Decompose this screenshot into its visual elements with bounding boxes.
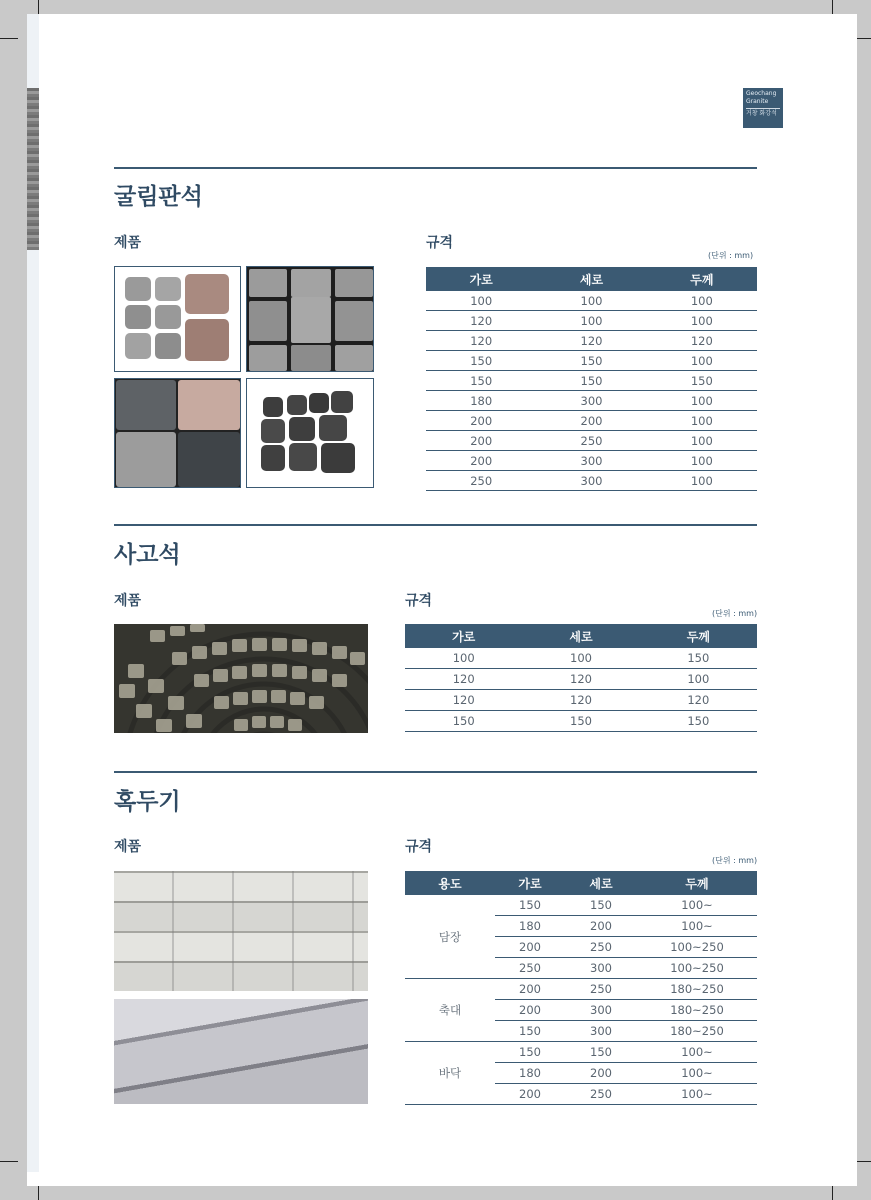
table-row — [426, 471, 757, 491]
table-row — [405, 895, 757, 916]
table-row — [426, 371, 757, 391]
table-cell: 200 — [495, 937, 565, 958]
logo-line1: Geochang — [746, 90, 777, 97]
column-header: 두께 — [647, 267, 757, 291]
table-cell: 150 — [495, 895, 565, 916]
table-cell: 180~250 — [637, 1000, 757, 1021]
section-rule — [114, 167, 757, 169]
logo-line2: Granite — [746, 98, 769, 105]
table-cell: 300 — [565, 1021, 637, 1042]
table-header-row — [405, 624, 757, 648]
section-title: 사고석 — [114, 542, 181, 568]
table-cell: 150 — [647, 371, 757, 391]
table-cell: 300 — [536, 451, 646, 471]
table-cell: 100 — [647, 391, 757, 411]
table-cell: 100 — [647, 291, 757, 311]
table-cell: 150 — [405, 711, 522, 732]
table-cell: 180~250 — [637, 979, 757, 1000]
table-cell: 120 — [647, 331, 757, 351]
spec-label: 규격 — [405, 593, 433, 609]
table-cell: 250 — [426, 471, 536, 491]
product-image-cobbles-mixed — [114, 266, 241, 372]
table-cell: 100 — [647, 451, 757, 471]
table-row — [426, 411, 757, 431]
table-cell: 150 — [426, 371, 536, 391]
table-cell: 100~ — [637, 895, 757, 916]
table-cell: 100~ — [637, 1063, 757, 1084]
product-image-grey-tiles — [246, 266, 374, 372]
spec-table-1 — [426, 267, 757, 491]
spec-label: 규격 — [426, 235, 454, 251]
table-cell: 120 — [536, 331, 646, 351]
table-cell: 180~250 — [637, 1021, 757, 1042]
table-cell: 180 — [426, 391, 536, 411]
table-cell: 300 — [536, 391, 646, 411]
table-cell: 150 — [565, 895, 637, 916]
section-rule — [114, 771, 757, 773]
spec-table-3 — [405, 871, 757, 1105]
table-row — [426, 451, 757, 471]
table-cell: 200 — [495, 1084, 565, 1105]
table-cell: 100 — [640, 669, 757, 690]
table-cell: 150 — [426, 351, 536, 371]
table-cell: 150 — [495, 1021, 565, 1042]
fan-pattern-graphic — [114, 624, 368, 733]
table-row — [405, 711, 757, 732]
table-cell: 100 — [536, 291, 646, 311]
table-cell: 250 — [565, 1084, 637, 1105]
table-cell: 120 — [522, 690, 639, 711]
product-image-dark-cobbles — [246, 378, 374, 488]
table-cell: 150 — [565, 1042, 637, 1063]
table-cell: 120 — [405, 669, 522, 690]
table-cell: 150 — [495, 1042, 565, 1063]
brand-logo — [743, 88, 783, 128]
table-cell: 100 — [647, 431, 757, 451]
crop-mark — [0, 38, 18, 39]
table-cell: 100~ — [637, 916, 757, 937]
table-cell: 100 — [405, 648, 522, 669]
table-cell: 150 — [536, 351, 646, 371]
column-header: 가로 — [426, 267, 536, 291]
table-row — [426, 431, 757, 451]
table-cell: 250 — [565, 937, 637, 958]
unit-label: (단위 : mm) — [712, 609, 758, 618]
logo-korean: 거창 화강석 — [746, 108, 780, 118]
table-cell: 300 — [536, 471, 646, 491]
table-cell: 120 — [426, 311, 536, 331]
column-header: 가로 — [495, 871, 565, 895]
product-image-rough-slab — [114, 999, 368, 1104]
spec-table-2 — [405, 624, 757, 732]
column-header: 가로 — [405, 624, 522, 648]
unit-label: (단위 : mm) — [712, 856, 758, 865]
section-title: 굴림판석 — [114, 184, 203, 210]
spec-label: 규격 — [405, 839, 433, 855]
table-cell: 120 — [522, 669, 639, 690]
table-cell: 100 — [647, 471, 757, 491]
table-cell: 100 — [426, 291, 536, 311]
use-cell: 축대 — [405, 979, 495, 1042]
use-cell: 담장 — [405, 895, 495, 979]
table-row — [426, 311, 757, 331]
column-header: 세로 — [522, 624, 639, 648]
table-cell: 300 — [565, 958, 637, 979]
table-cell: 120 — [640, 690, 757, 711]
table-cell: 250 — [495, 958, 565, 979]
column-header: 세로 — [565, 871, 637, 895]
table-cell: 100 — [647, 311, 757, 331]
section-rule — [114, 524, 757, 526]
table-header-row — [426, 267, 757, 291]
table-cell: 200 — [495, 1000, 565, 1021]
table-cell: 200 — [426, 451, 536, 471]
column-header: 세로 — [536, 267, 646, 291]
table-cell: 100~250 — [637, 958, 757, 979]
table-row — [405, 1042, 757, 1063]
table-cell: 100~250 — [637, 937, 757, 958]
table-row — [405, 669, 757, 690]
table-cell: 100 — [522, 648, 639, 669]
table-cell: 180 — [495, 916, 565, 937]
unit-label: (단위 : mm) — [708, 251, 754, 260]
column-header: 두께 — [640, 624, 757, 648]
product-label: 제품 — [114, 593, 142, 609]
column-header: 용도 — [405, 871, 495, 895]
table-cell: 200 — [426, 411, 536, 431]
table-cell: 180 — [495, 1063, 565, 1084]
table-cell: 250 — [536, 431, 646, 451]
table-cell: 120 — [405, 690, 522, 711]
table-cell: 150 — [640, 711, 757, 732]
table-cell: 100 — [536, 311, 646, 331]
use-cell: 바닥 — [405, 1042, 495, 1105]
table-cell: 100~ — [637, 1042, 757, 1063]
table-row — [426, 331, 757, 351]
granite-strip — [27, 88, 39, 250]
crop-mark — [0, 1161, 18, 1162]
product-label: 제품 — [114, 839, 142, 855]
table-cell: 100 — [647, 411, 757, 431]
table-cell: 150 — [536, 371, 646, 391]
table-cell: 100 — [647, 351, 757, 371]
table-cell: 200 — [495, 979, 565, 1000]
product-image-granite-blocks — [114, 378, 241, 488]
table-cell: 150 — [522, 711, 639, 732]
table-row — [405, 979, 757, 1000]
product-label: 제품 — [114, 235, 142, 251]
table-row — [426, 391, 757, 411]
table-row — [405, 690, 757, 711]
table-cell: 100~ — [637, 1084, 757, 1105]
table-cell: 200 — [536, 411, 646, 431]
table-cell: 200 — [565, 1063, 637, 1084]
table-row — [405, 648, 757, 669]
table-row — [426, 351, 757, 371]
table-cell: 250 — [565, 979, 637, 1000]
table-header-row — [405, 871, 757, 895]
table-cell: 150 — [640, 648, 757, 669]
table-cell: 200 — [426, 431, 536, 451]
column-header: 두께 — [637, 871, 757, 895]
table-cell: 120 — [426, 331, 536, 351]
product-image-fan-pavement — [114, 624, 368, 733]
product-image-rough-wall — [114, 871, 368, 991]
table-row — [426, 291, 757, 311]
table-cell: 300 — [565, 1000, 637, 1021]
table-cell: 200 — [565, 916, 637, 937]
section-title: 혹두기 — [114, 789, 181, 815]
